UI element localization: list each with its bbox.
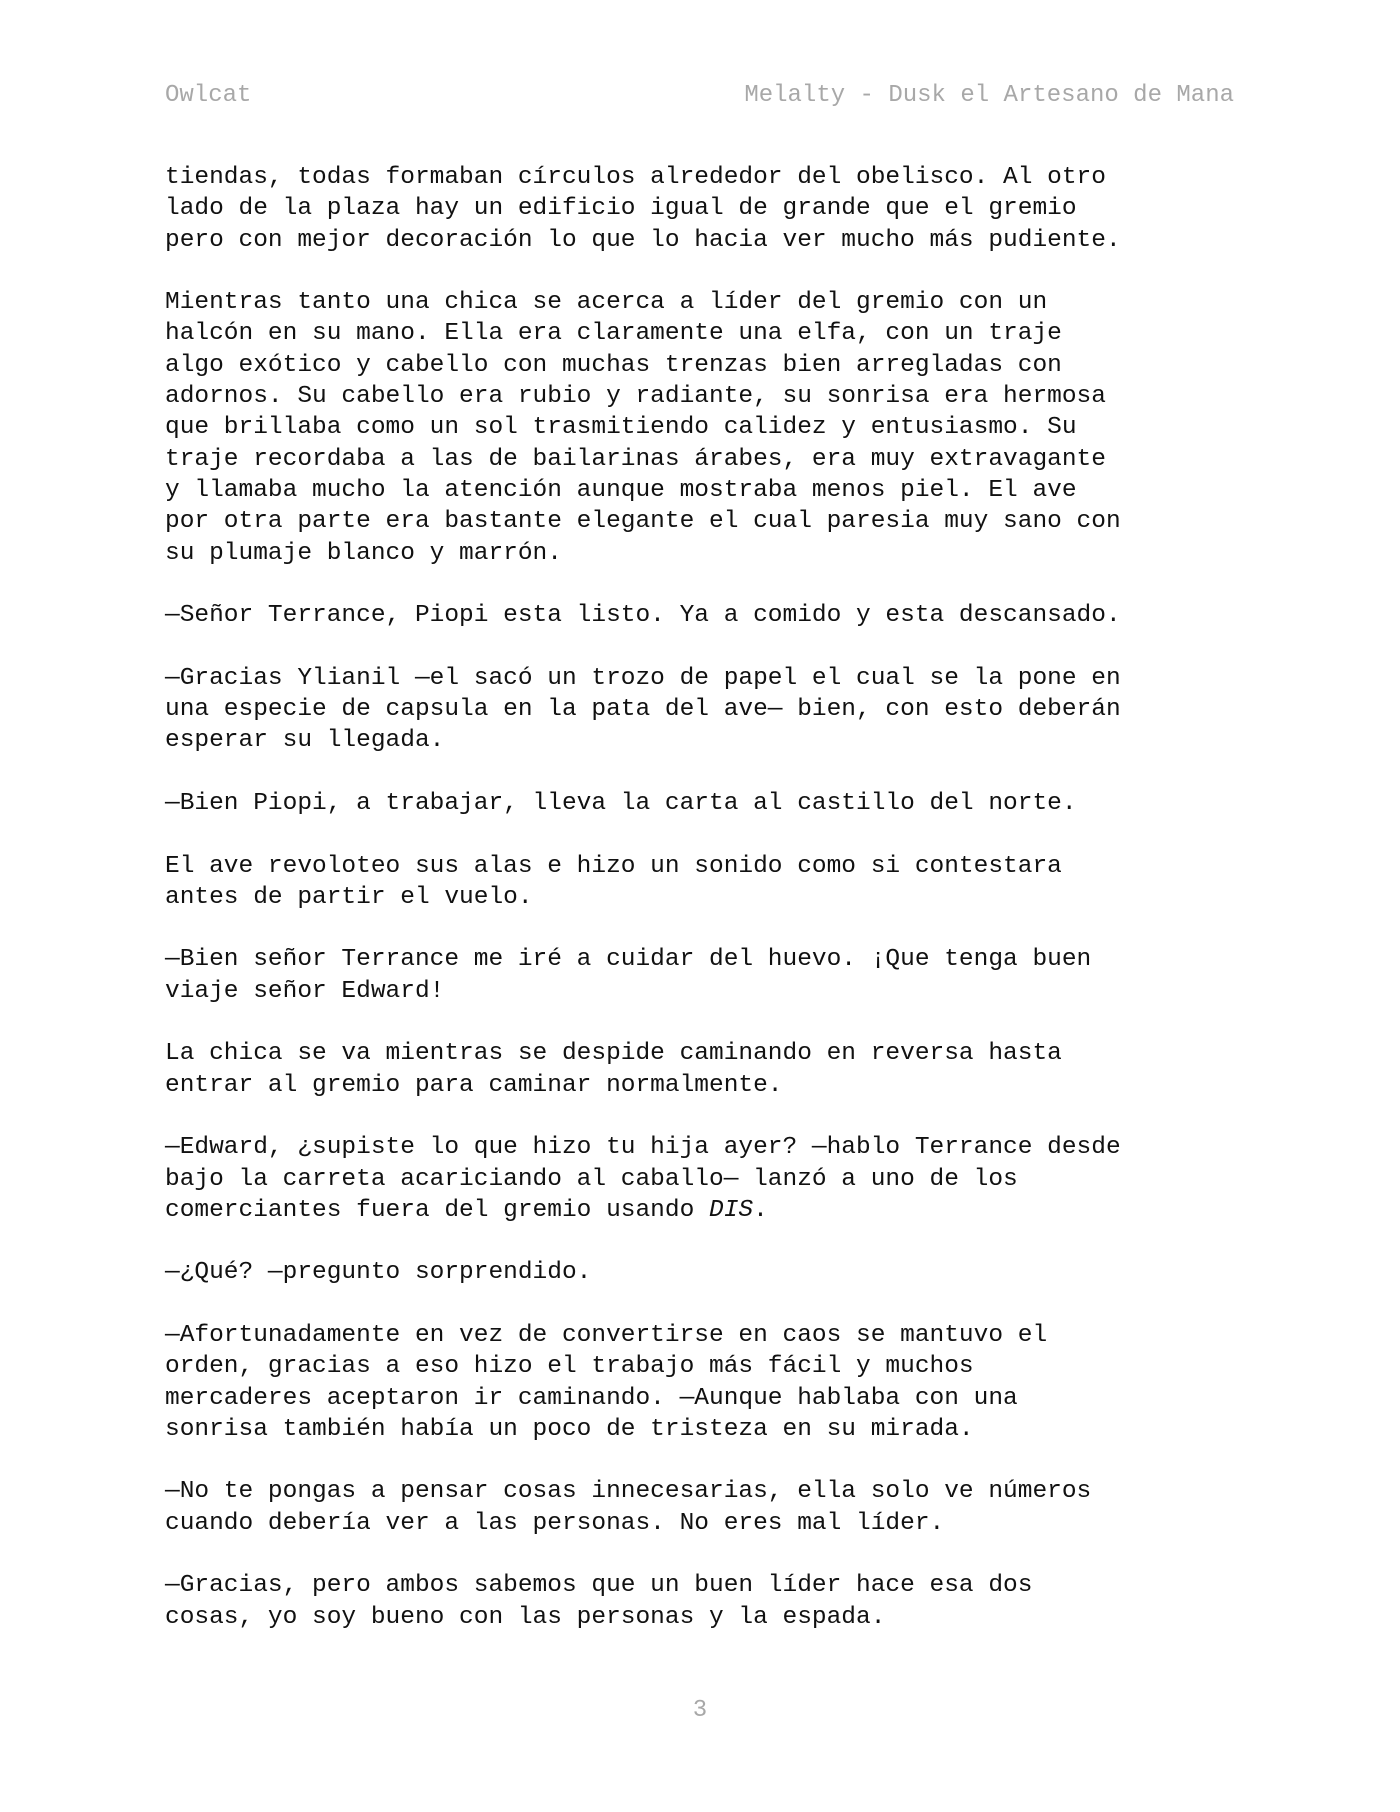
paragraph: —Gracias, pero ambos sabemos que un buen líder hace esa dos cosas, yo soy bueno con las personas y la espada. (165, 1572, 1033, 1631)
body-text (165, 162, 1265, 1664)
paragraph: —Señor Terrance, Piopi esta listo. Ya a comido y esta descansado. (165, 602, 1121, 630)
paragraph-dis-before: —Edward, ¿supiste lo que hizo tu hija ayer? —hablo Terrance desde bajo la carreta acariciando al caballo— lanzó a uno de los comerciantes fuera del gremio usando (165, 1134, 1121, 1224)
paragraph: —Bien señor Terrance me iré a cuidar del huevo. ¡Que tenga buen viaje señor Edward! (165, 946, 1092, 1005)
paragraph: La chica se va mientras se despide caminando en reversa hasta entrar al gremio para caminar normalmente. (165, 1040, 1062, 1099)
paragraph: —Afortunadamente en vez de convertirse en caos se mantuvo el orden, gracias a eso hizo el trabajo más fácil y muchos mercaderes aceptaron ir caminando. —Aunque hablaba con una sonrisa también había un poco de tristeza en su mirada. (165, 1321, 1048, 1443)
paragraph: El ave revoloteo sus alas e hizo un sonido como si contestara antes de partir el vuelo. (165, 852, 1062, 911)
page-header (165, 82, 1234, 118)
paragraph-dis-after: . (753, 1196, 768, 1224)
paragraph: —¿Qué? —pregunto sorprendido. (165, 1259, 592, 1287)
paragraph: —Bien Piopi, a trabajar, lleva la carta al castillo del norte. (165, 789, 1077, 817)
paragraph-dis (165, 1132, 1265, 1226)
paragraph: —No te pongas a pensar cosas innecesarias, ella solo ve números cuando debería ver a las personas. No eres mal líder. (165, 1478, 1092, 1537)
paragraph-dis-emphasis: DIS (709, 1196, 754, 1224)
paragraph: —Gracias Ylianil —el sacó un trozo de papel el cual se la pone en una especie de capsula en la pata del ave— bien, con esto deberán esperar su llegada. (165, 664, 1121, 755)
paragraph: Mientras tanto una chica se acerca a líder del gremio con un halcón en su mano. Ella era claramente una elfa, con un traje algo exótico y cabello con muchas trenzas bien arregladas con adornos. Su cabello era rubio y radiante, su sonrisa era hermosa que brillaba como un sol trasmitiendo calidez y entusiasmo. Su traje recordaba a las de bailarinas árabes, era muy extravagante y llamaba mucho la atención aunque mostraba menos piel. El ave por otra parte era bastante elegante el cual paresia muy sano con su plumaje blanco y marrón. (165, 289, 1121, 567)
page-number: 3 (692, 1697, 708, 1724)
paragraph: tiendas, todas formaban círculos alrededor del obelisco. Al otro lado de la plaza hay un edificio igual de grande que el gremio pero con mejor decoración lo que lo hacia ver mucho más pudiente. (165, 164, 1121, 254)
header-title: Melalty - Dusk el Artesano de Mana (744, 82, 1234, 109)
header-author: Owlcat (165, 82, 252, 109)
